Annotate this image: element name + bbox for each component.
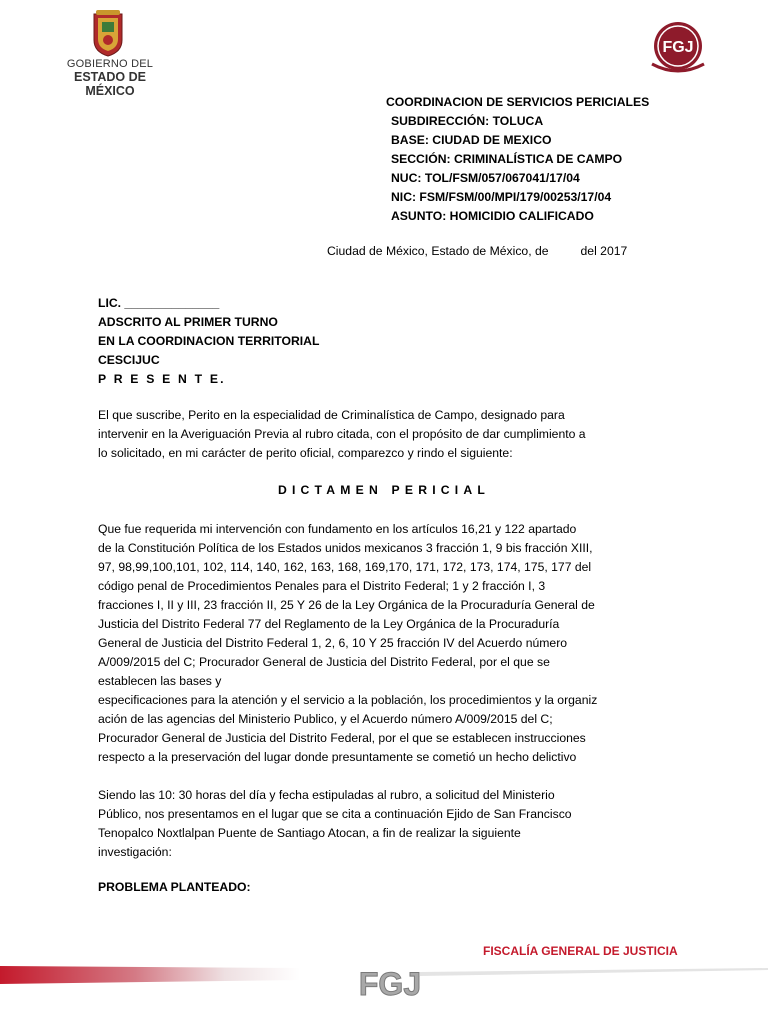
paragraph-line: El que suscribe, Perito en la especialidad de Criminalística de Campo, designado para bbox=[98, 408, 565, 422]
addressee-line: ADSCRITO AL PRIMER TURNO bbox=[98, 315, 278, 329]
addressee-block bbox=[98, 294, 319, 389]
case-header bbox=[386, 93, 649, 226]
paragraph-line: lo solicitado, en mi carácter de perito oficial, comparezco y rindo el siguiente: bbox=[98, 446, 513, 460]
problema-heading: PROBLEMA PLANTEADO: bbox=[98, 880, 251, 894]
state-seal-icon bbox=[88, 10, 128, 58]
government-logo bbox=[48, 8, 172, 98]
paragraph-line: Que fue requerida mi intervención con fundamento en los artículos 16,21 y 122 apartado bbox=[98, 522, 577, 536]
document-title: DICTAMEN PERICIAL bbox=[277, 483, 491, 497]
presente-line: P R E S E N T E. bbox=[98, 372, 226, 386]
paragraph-line: Tenopalco Noxtlalpan Puente de Santiago Atocan, a fin de realizar la siguiente bbox=[98, 826, 521, 840]
paragraph-line: investigación: bbox=[98, 845, 172, 859]
header-line: NIC: FSM/FSM/00/MPI/179/00253/17/04 bbox=[391, 190, 612, 204]
addressee-line: CESCIJUC bbox=[98, 353, 160, 367]
gov-logo-line1: GOBIERNO DEL bbox=[66, 58, 154, 70]
paragraph-line: A/009/2015 del C; Procurador General de Justicia del Distrito Federal, por el que se bbox=[98, 655, 550, 669]
header-line: ASUNTO: HOMICIDIO CALIFICADO bbox=[391, 209, 594, 223]
paragraph-line: General de Justicia del Distrito Federal 1, 2, 6, 10 Y 25 fracción IV del Acuerdo número bbox=[98, 636, 568, 650]
paragraph-line: Justicia del Distrito Federal 77 del Reglamento de la Ley Orgánica de la Procuraduría bbox=[98, 617, 560, 631]
paragraph-line: respecto a la preservación del lugar donde presuntamente se cometió un hecho delictivo bbox=[98, 750, 577, 764]
footer-fgj-text: FGJ bbox=[358, 966, 422, 1002]
paragraph-line: de la Constitución Política de los Estados unidos mexicanos 3 fracción 1, 9 bis fracción XIII, bbox=[98, 541, 593, 555]
header-line: COORDINACION DE SERVICIOS PERICIALES bbox=[386, 95, 650, 109]
header-line: NUC: TOL/FSM/057/067041/17/04 bbox=[391, 171, 580, 185]
header-line: BASE: CIUDAD DE MEXICO bbox=[391, 133, 552, 147]
addressee-line: EN LA COORDINACION TERRITORIAL bbox=[98, 334, 320, 348]
date-place: Ciudad de México, Estado de México, de bbox=[327, 244, 549, 258]
legal-basis-paragraph bbox=[98, 520, 670, 767]
header-line: SUBDIRECCIÓN: TOLUCA bbox=[391, 114, 544, 128]
paragraph-line: especificaciones para la atención y el servicio a la población, los procedimientos y la organiz bbox=[98, 693, 598, 707]
date-year: del 2017 bbox=[580, 244, 628, 258]
visit-paragraph bbox=[98, 786, 670, 862]
addressee-line: LIC. ______________ bbox=[98, 296, 220, 310]
header-line: SECCIÓN: CRIMINALÍSTICA DE CAMPO bbox=[391, 152, 623, 166]
paragraph-line: fracciones I, II y III, 23 fracción II, 25 Y 26 de la Ley Orgánica de la Procuraduría General de bbox=[98, 598, 595, 612]
paragraph-line: intervenir en la Averiguación Previa al rubro citada, con el propósito de dar cumplimiento a bbox=[98, 427, 586, 441]
paragraph-line: establecen las bases y bbox=[98, 674, 222, 688]
paragraph-line: Público, nos presentamos en el lugar que se cita a continuación Ejido de San Francisco bbox=[98, 807, 572, 821]
paragraph-line: código penal de Procedimientos Penales para el Distrito Federal; 1 y 2 fracción I, 3 bbox=[98, 579, 546, 593]
gov-logo-line2: ESTADO DE MÉXICO bbox=[74, 70, 146, 98]
paragraph-line: Siendo las 10: 30 horas del día y fecha estipuladas al rubro, a solicitud del Ministerio bbox=[98, 788, 555, 802]
intro-paragraph bbox=[98, 406, 670, 463]
footer-label: FISCALÍA GENERAL DE JUSTICIA bbox=[483, 944, 678, 958]
fgj-badge-logo bbox=[644, 20, 712, 78]
paragraph-line: Procurador General de Justicia del Distrito Federal, por el que se establecen instrucciones bbox=[98, 731, 586, 745]
paragraph-line: ación de las agencias del Ministerio Publico, y el Acuerdo número A/009/2015 del C; bbox=[98, 712, 553, 726]
paragraph-line: 97, 98,99,100,101, 102, 114, 140, 162, 163, 168, 169,170, 171, 172, 173, 174, 175, 177 del bbox=[98, 560, 592, 574]
footer-band bbox=[0, 962, 768, 1002]
date-line bbox=[327, 244, 627, 258]
fgj-badge-text: FGJ bbox=[662, 39, 694, 56]
